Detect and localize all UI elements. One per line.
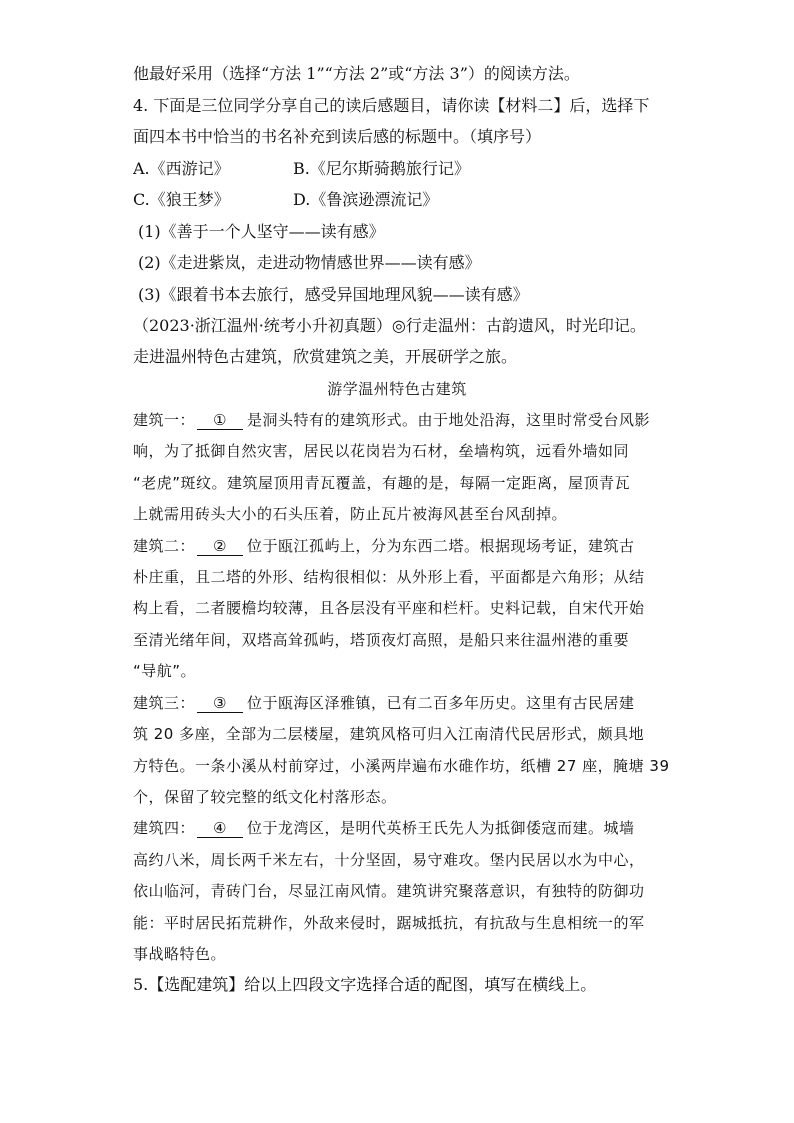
- building-1-line: 上就需用砖头大小的石头压着，防止瓦片被海风甚至台风刮掉。: [133, 505, 568, 523]
- building-3-blank[interactable]: ③: [197, 694, 243, 713]
- building-2-label: 建筑二：: [133, 537, 196, 555]
- title-item-3: (3)《跟着书本去旅行，感受异国地理风貌——读有感》: [138, 285, 529, 304]
- building-1-first-line: 建筑一： ① 是洞头特有的建筑形式。由于地处沿海，这里时常受台风影: [133, 411, 651, 429]
- building-2-first-line: 建筑二： ② 位于瓯江孤屿上，分为东西二塔。根据现场考证，建筑古: [133, 537, 635, 555]
- building-2-line: 至清光绪年间，双塔高耸孤屿，塔顶夜灯高照，是船只来往温州港的重要: [133, 631, 630, 649]
- building-4-first-line: 建筑四： ④ 位于龙湾区，是明代英桥王氏先人为抵御倭寇而建。城墙: [133, 819, 635, 837]
- building-1-label: 建筑一：: [133, 411, 196, 429]
- title-item-1: (1)《善于一个人坚守——读有感》: [138, 222, 385, 241]
- section-intro-1: （2023·浙江温州·统考小升初真题）◎行走温州：古韵遗风，时光印记。: [133, 316, 646, 335]
- building-2-line: 构上看，二者腰檐均较薄，且各层没有平座和栏杆。史料记载，自宋代开始: [133, 599, 645, 617]
- building-2-blank[interactable]: ②: [197, 537, 243, 556]
- building-3-line: 方特色。一条小溪从村前穿过，小溪两岸遍布水碓作坊，纸槽 27 座，腌塘 39: [133, 757, 670, 775]
- question-4-line-2: 面四本书中恰当的书名补充到读后感的标题中。（填序号）: [133, 127, 542, 146]
- article-title: 游学温州特色古建筑: [327, 380, 467, 398]
- question-3-tail: 他最好采用（选择“方法 1”“方法 2”或“方法 3”）的阅读方法。: [133, 64, 580, 83]
- building-3-first-line: 建筑三： ③ 位于瓯海区泽雅镇，已有二百多年历史。这里有古民居建: [133, 694, 635, 712]
- option-d: D.《鲁滨逊漂流记》: [293, 190, 439, 209]
- building-4-line: 能：平时居民拓荒耕作，外敌来侵时，踞城抵抗，有抗敌与生息相统一的军: [133, 914, 645, 932]
- building-1-line: 响，为了抵御自然灾害，居民以花岗岩为石材，垒墙构筑，远看外墙如同: [133, 442, 630, 460]
- building-3-line: 个，保留了较完整的纸文化村落形态。: [133, 788, 397, 806]
- option-row-1: [133, 159, 733, 179]
- building-1-blank[interactable]: ①: [197, 411, 243, 430]
- title-item-2: (2)《走进紫岚，走进动物情感世界——读有感》: [138, 253, 481, 272]
- question-5: 5.【选配建筑】给以上四段文字选择合适的配图，填写在横线上。: [133, 975, 597, 994]
- building-2-line: “导航”。: [133, 662, 197, 680]
- building-4-label: 建筑四：: [133, 819, 196, 837]
- building-4-line: 高约八米，周长两千米左右，十分坚固，易守难攻。堡内民居以水为中心，: [133, 851, 645, 869]
- building-2-line: 朴庄重，且二塔的外形、结构很相似：从外形上看，平面都是六角形；从结: [133, 568, 645, 586]
- building-4-blank[interactable]: ④: [197, 819, 243, 838]
- option-b: B.《尼尔斯骑鹅旅行记》: [293, 159, 470, 178]
- option-row-2: [133, 190, 733, 210]
- building-1-line: “老虎”斑纹。建筑屋顶用青瓦覆盖，有趣的是，每隔一定距离，屋顶青瓦: [133, 474, 631, 492]
- section-intro-2: 走进温州特色古建筑，欣赏建筑之美，开展研学之旅。: [133, 347, 518, 366]
- building-4-line: 事战略特色。: [133, 945, 227, 963]
- question-4-line-1: 4. 下面是三位同学分享自己的读后感题目，请你读【材料二】后，选择下: [133, 96, 650, 115]
- option-c: C.《狼王梦》: [133, 190, 230, 209]
- option-a: A.《西游记》: [133, 159, 230, 178]
- building-3-line: 筑 20 多座，全部为二层楼屋，建筑风格可归入江南清代民居形式，颇具地: [133, 725, 645, 743]
- building-3-label: 建筑三：: [133, 694, 196, 712]
- building-4-line: 依山临河，青砖门台，尽显江南风情。建筑讲究聚落意识，有独特的防御功: [133, 882, 645, 900]
